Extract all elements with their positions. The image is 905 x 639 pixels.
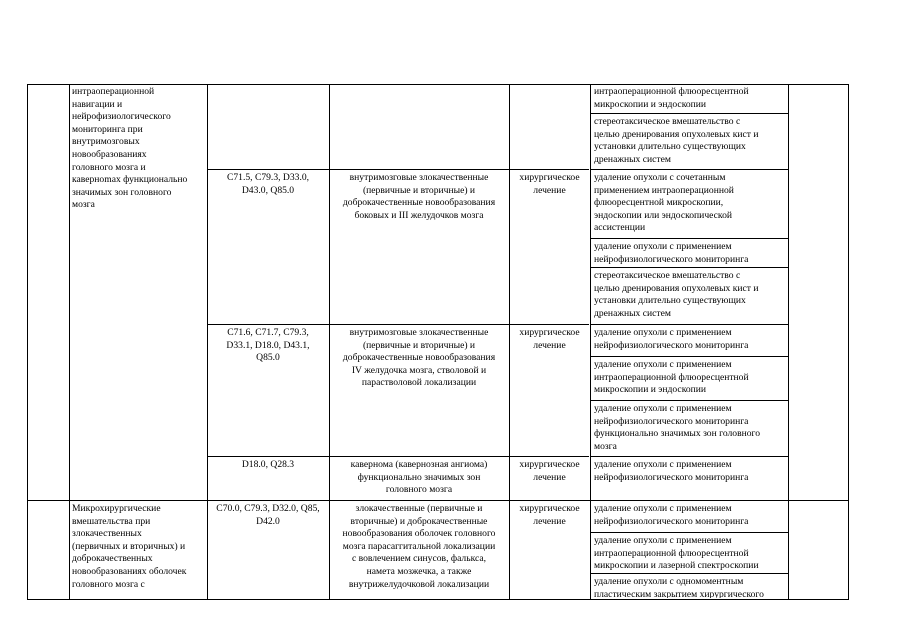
method-cell: удаление опухоли с применением нейрофизиологического мониторинга — [594, 503, 749, 527]
icd-codes-cell: D18.0, Q28.3 — [241, 459, 295, 470]
patient-model-cell: злокачественные (первичные и вторичные) и доброкачественные новообразования оболочек головного мозга парасаггитальной локализации с вовлечением синусов, фалькса, намета мозжечка, а также внутрижелудочковой локализации — [342, 503, 496, 590]
method-cell: удаление опухоли с применением интраоперационной флюоресцентной микроскопии и эндоскопии — [594, 359, 749, 396]
method-cell: удаление опухоли с применением нейрофизиологического мониторинга — [594, 327, 749, 351]
icd-codes-cell: C70.0, C79.3, D32.0, Q85, D42.0 — [216, 503, 320, 527]
method-cell: удаление опухоли с одномоментным пластическим закрытием хирургического — [594, 576, 764, 598]
patient-model-cell: внутримозговые злокачественные (первичные и вторичные) и доброкачественные новообразования IV желудочка мозга, стволовой и парастволовой локализации — [342, 327, 496, 389]
treatment-type-cell: хирургическое лечение — [519, 459, 580, 483]
patient-model-cell: внутримозговые злокачественные (первичные и вторичные) и доброкачественные новообразования боковых и III желудочков мозга — [342, 172, 496, 221]
treatment-type-cell: хирургическое лечение — [519, 172, 580, 196]
method-cell: удаление опухоли с применением нейрофизиологического мониторинга функционально значимых зон головного мозга — [594, 403, 761, 452]
intervention-name: интраоперационной навигации и нейрофизиологического мониторинга при внутримозговых новообразованиях головного мозга и кавернomах функционально значимых зон головного мозга — [72, 86, 188, 211]
intervention-name: Микрохирургические вмешательства при злокачественных (первичных и вторичных) и доброкачественных новообразованиях оболочек головного мозга с — [72, 503, 187, 590]
method-cell: удаление опухоли с применением нейрофизиологического мониторинга — [594, 459, 749, 483]
method-cell: стереотаксическое вмешательство с целью дренирования опухолевых кист и установки длительно существующих дренажных систем — [594, 270, 759, 319]
treatment-type-cell: хирургическое лечение — [519, 503, 580, 527]
method-cell: удаление опухоли с применением нейрофизиологического мониторинга — [594, 241, 749, 265]
icd-codes-cell: C71.5, C79.3, D33.0, D43.0, Q85.0 — [226, 172, 310, 196]
treatment-type-cell: хирургическое лечение — [519, 327, 580, 351]
method-cell: удаление опухоли с сочетанным применением интраоперационной флюоресцентной микроскопии, эндоскопии или эндоскопической ассистенции — [594, 172, 734, 234]
method-cell: стереотаксическое вмешательство с целью дренирования опухолевых кист и установки длительно существующих дренажных систем — [594, 116, 759, 165]
icd-codes-cell: C71.6, C71.7, C79.3, D33.1, D18.0, D43.1, Q85.0 — [226, 327, 310, 364]
patient-model-cell: кавернома (кавернозная ангиома) функционально значимых зон головного мозга — [350, 459, 488, 496]
method-cell: удаление опухоли с применением интраоперационной флюоресцентной микроскопии и лазерной спектроскопии — [594, 535, 759, 572]
method-cell: интраоперационной флюоресцентной микроскопии и эндоскопии — [594, 86, 749, 110]
